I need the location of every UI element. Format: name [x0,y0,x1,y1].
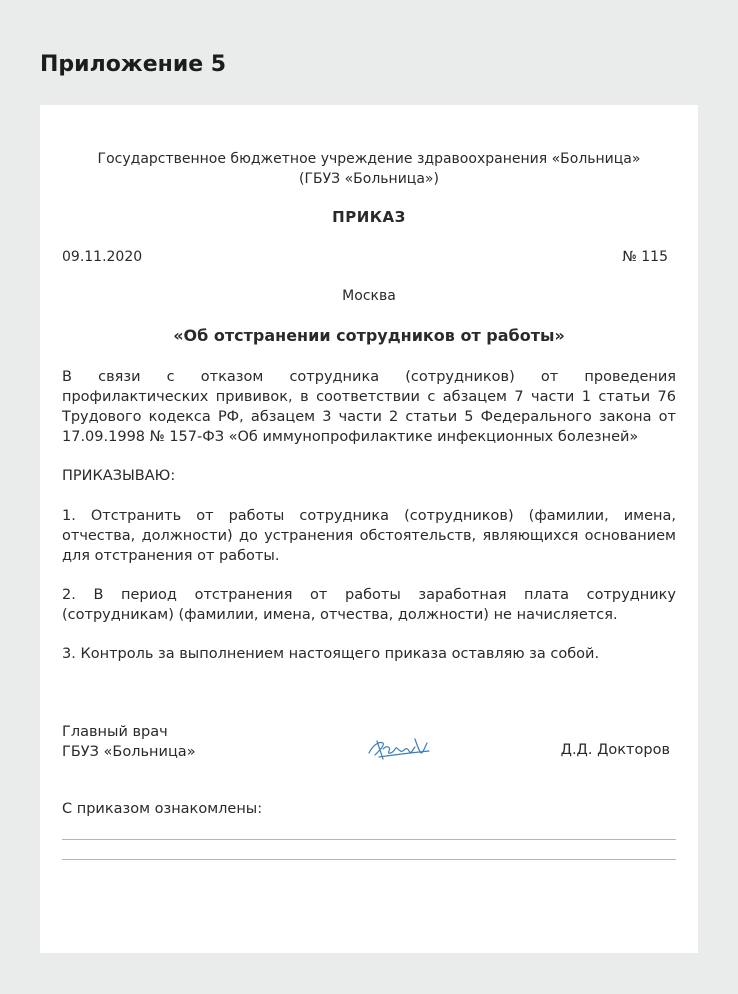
order-item-2: 2. В период отстранения от работы заработная плата сотруднику (сотрудникам) (фамилии, имена, отчества, должности) не начисляется. [62,587,676,623]
preamble-paragraph: В связи с отказом сотрудника (сотрудников) от проведения профилактических прививок, в соответствии с абзацем 7 части 1 статьи 76 Трудового кодекса РФ, абзацем 3 части 2 статьи 5 Федерального закона от 17.09.1998 № 157-ФЗ «Об иммунопрофилактике инфекционных болезней» [62,369,676,445]
acknowledgement-line-1 [62,839,676,840]
organization-short-name: (ГБУЗ «Больница») [299,171,439,187]
handwritten-signature [365,731,435,763]
signer-name: Д.Д. Докторов [560,742,670,758]
document-city: Москва [342,288,396,304]
organization-header [40,149,698,189]
signer-position [62,722,196,762]
acknowledgement-line-2 [62,859,676,860]
order-item-1: 1. Отстранить от работы сотрудника (сотрудников) (фамилии, имена, отчества, должности) до устранения обстоятельств, являющихся основанием для отстранения от работы. [62,508,676,564]
signer-position-org: ГБУЗ «Больница» [62,744,196,760]
document-sheet [40,105,698,953]
organization-full-name: Государственное бюджетное учреждение здравоохранения «Больница» [97,151,641,167]
order-item-3: 3. Контроль за выполнением настоящего приказа оставляю за собой. [62,646,600,662]
document-type: ПРИКАЗ [332,208,406,226]
document-date: 09.11.2020 [62,249,143,265]
document-heading: «Об отстранении сотрудников от работы» [173,326,565,345]
document-number: № 115 [622,249,668,265]
signer-position-title: Главный врач [62,724,168,740]
page-title: Приложение 5 [40,52,227,77]
document-meta [62,249,668,265]
order-keyword: ПРИКАЗЫВАЮ: [62,468,176,484]
acknowledgement-label: С приказом ознакомлены: [62,801,263,817]
